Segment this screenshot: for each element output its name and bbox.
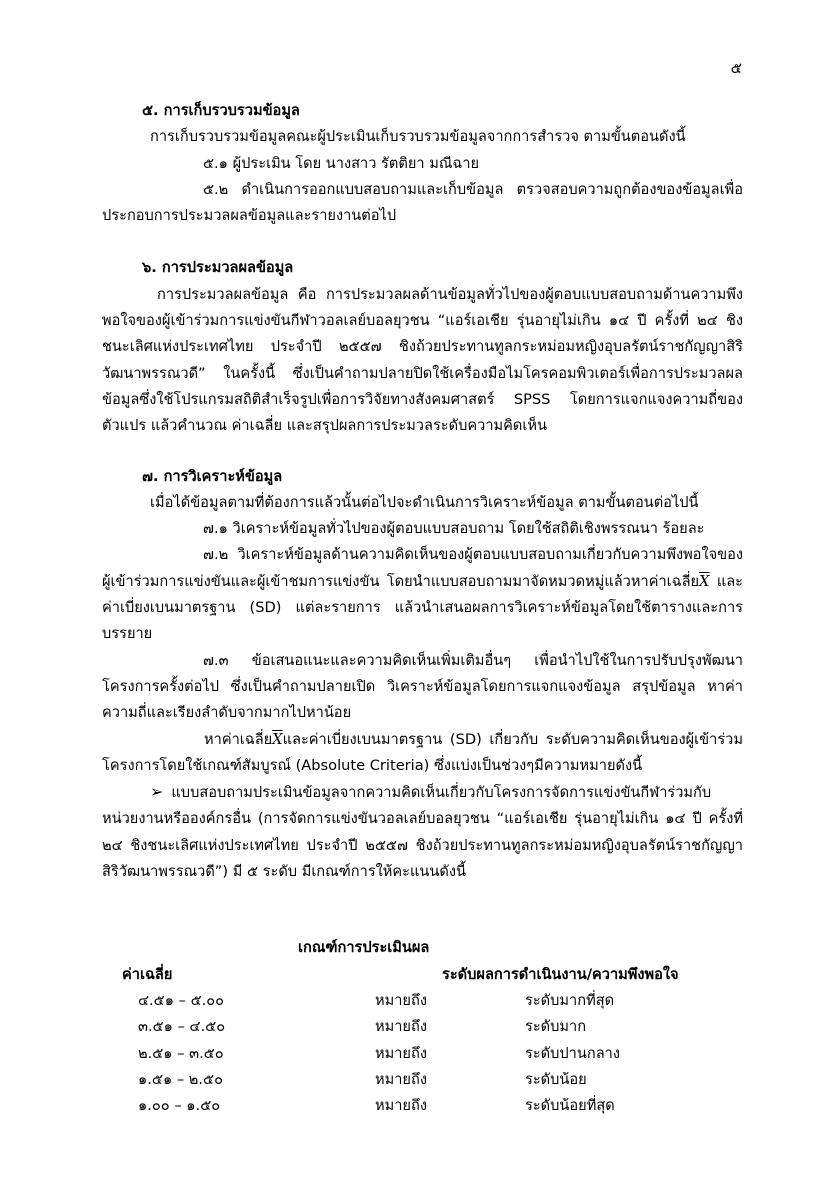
document-body — [102, 98, 743, 1119]
means-cell: หมายถึง — [375, 1070, 427, 1088]
range-cell: ๑.๕๑ – ๒.๕๐ — [138, 1070, 223, 1088]
x-bar-symbol: $\overline{X}$ — [699, 572, 710, 590]
table-row — [102, 1041, 743, 1067]
means-cell: หมายถึง — [375, 991, 427, 1009]
criteria-table-caption: เกณฑ์การประเมินผล — [298, 939, 430, 957]
level-cell: ระดับน้อย — [525, 1070, 587, 1088]
level-cell: ระดับปานกลาง — [525, 1044, 620, 1062]
criteria-description-text: หาค่าเฉลี่ย — [204, 730, 273, 748]
range-cell: ๒.๕๑ – ๓.๕๐ — [138, 1044, 224, 1062]
range-cell: ๓.๕๑ – ๔.๕๐ — [138, 1018, 226, 1036]
table-row — [102, 1014, 743, 1040]
section-5-item-2: ๕.๒ ดำเนินการออกแบบสอบถามและเก็บข้อมูล ตรวจสอบความถูกต้องของข้อมูลเพื่อประกอบการประมวลผลข้อมูลและรายงานต่อไป — [102, 180, 743, 225]
table-row — [102, 1067, 743, 1093]
section-5-item-1: ๕.๑ ผู้ประเมิน โดย นางสาว รัตติยา มณีฉาย — [203, 154, 480, 172]
section-5-intro: การเก็บรวบรวมข้อมูลคณะผู้ประเมินเก็บรวบรวมข้อมูลจากการสำรวจ ตามขั้นตอนดังนี้ — [150, 128, 686, 146]
section-7-item-2-text-cont: และค่าเบี่ยงเบนมาตรฐาน (SD) แต่ละรายการ แล้วนำเสนอผลการวิเคราะห์ข้อมูลโดยใช้ตารางและการบรรยาย — [102, 572, 744, 643]
section-7-intro: เมื่อได้ข้อมูลตามที่ต้องการแล้วนั้นต่อไปจะดำเนินการวิเคราะห์ข้อมูล ตามขั้นตอนต่อไปนี้ — [150, 493, 699, 511]
x-bar-symbol: $\overline{X}$ — [272, 730, 283, 748]
page-number: ๕ — [730, 59, 742, 77]
means-cell: หมายถึง — [375, 1018, 427, 1036]
bullet-paragraph — [102, 779, 743, 885]
section-5-heading: ๕. การเก็บรวบรวมข้อมูล — [142, 102, 300, 119]
section-7-item-2-text: ๗.๒ วิเคราะห์ข้อมูลด้านความคิดเห็นของผู้ตอบแบบสอบถามเกี่ยวกับความพึงพอใจของผู้เข้าร่วมการแข่งขันและผู้เข้าชมการแข่งขัน โดยนำแบบสอบถามมาจัดหมวดหมู่แล้วหาค่าเฉลี่ย — [102, 546, 743, 590]
table-row — [102, 1093, 743, 1119]
criteria-description — [102, 727, 743, 780]
table-row — [102, 988, 743, 1014]
criteria-table-header — [102, 962, 743, 988]
level-cell: ระดับมาก — [525, 1018, 587, 1036]
section-7-item-1: ๗.๑ วิเคราะห์ข้อมูลทั่วไปของผู้ตอบแบบสอบถาม โดยใช้สถิติเชิงพรรณนา ร้อยละ — [203, 520, 705, 538]
header-level: ระดับผลการดำเนินงาน/ความพึงพอใจ — [442, 965, 679, 983]
level-cell: ระดับน้อยที่สุด — [525, 1097, 615, 1115]
criteria-table — [102, 988, 743, 1119]
means-cell: หมายถึง — [375, 1044, 427, 1062]
section-7-item-2 — [102, 542, 743, 647]
section-7-item-3: ๗.๓ ข้อเสนอแนะและความคิดเห็นเพิ่มเติมอื่นๆ เพื่อนำไปใช้ในการปรับปรุงพัฒนาโครงการครั้งต่อไป ซึ่งเป็นคำถามปลายเปิด วิเคราะห์ข้อมูลโดยการแจกแจงข้อมูล สรุปข้อมูล หาค่าความถี่และเรียงลำดับจากมากไปหาน้อย — [102, 651, 743, 722]
header-mean: ค่าเฉลี่ย — [122, 965, 173, 983]
section-6-heading: ๖. การประมวลผลข้อมูล — [142, 259, 294, 277]
section-6-paragraph: การประมวลผลข้อมูล คือ การประมวลผลด้านข้อมูลทั่วไปของผู้ตอบแบบสอบถามด้านความพึงพอใจของผู้เข้าร่วมการแข่งขันกีฬาวอลเลย์บอลยุวชน “แอร์เอเชีย รุ่นอายุไม่เกิน ๑๔ ปี ครั้งที่ ๒๔ ชิงชนะเลิศแห่งประเทศไทย ประจำปี ๒๕๕๗ ชิงถ้วยประทานทูลกระหม่อมหญิงอุบลรัตน์ราชกัญญาสิริวัฒนาพรรณวดี” ในครั้งนี้ ซึ่งเป็นคำถามปลายปิดใช้เครื่องมือไมโครคอมพิวเตอร์เพื่อการประมวลผลข้อมูลซึ่งใช้โปรแกรมสถิติสำเร็จรูปเพื่อการวิจัยทางสังคมศาสตร์ SPSS โดยการแจกแจงความถี่ของตัวแปร แล้วคำนวณ ค่าเฉลี่ย และสรุปผลการประมวลระดับความคิดเห็น — [102, 285, 743, 435]
level-cell: ระดับมากที่สุด — [525, 991, 615, 1009]
arrow-bullet-icon: ➢ — [150, 782, 164, 802]
means-cell: หมายถึง — [375, 1097, 427, 1115]
range-cell: ๑.๐๐ – ๑.๕๐ — [138, 1097, 221, 1115]
bullet-text: แบบสอบถามประเมินข้อมูลจากความคิดเห็นเกี่ยวกับโครงการจัดการแข่งขันกีฬาร่วมกับหน่วยงานหรือองค์กรอื่น (การจัดการแข่งขันวอลเลย์บอลยุวชน “แอร์เอเชีย รุ่นอายุไม่เกิน ๑๔ ปี ครั้งที่ ๒๔ ชิงชนะเลิศแห่งประเทศไทย ประจำปี ๒๕๕๗ ชิงถ้วยประทานทูลกระหม่อมหญิงอุบลรัตน์ราชกัญญาสิริวัฒนาพรรณวดี”) มี ๕ ระดับ มีเกณฑ์การให้คะแนนดังนี้ — [102, 784, 743, 881]
range-cell: ๔.๕๑ – ๕.๐๐ — [138, 991, 225, 1009]
criteria-description-text-cont: และค่าเบี่ยงเบนมาตรฐาน (SD) เกี่ยวกับ ระดับความคิดเห็นของผู้เข้าร่วมโครงการโดยใช้เกณฑ์สัมบูรณ์ (Absolute Criteria) ซึ่งแบ่งเป็นช่วงๆมีความหมายดังนี้ — [102, 730, 743, 774]
section-7-heading: ๗. การวิเคราะห์ข้อมูล — [142, 467, 283, 485]
